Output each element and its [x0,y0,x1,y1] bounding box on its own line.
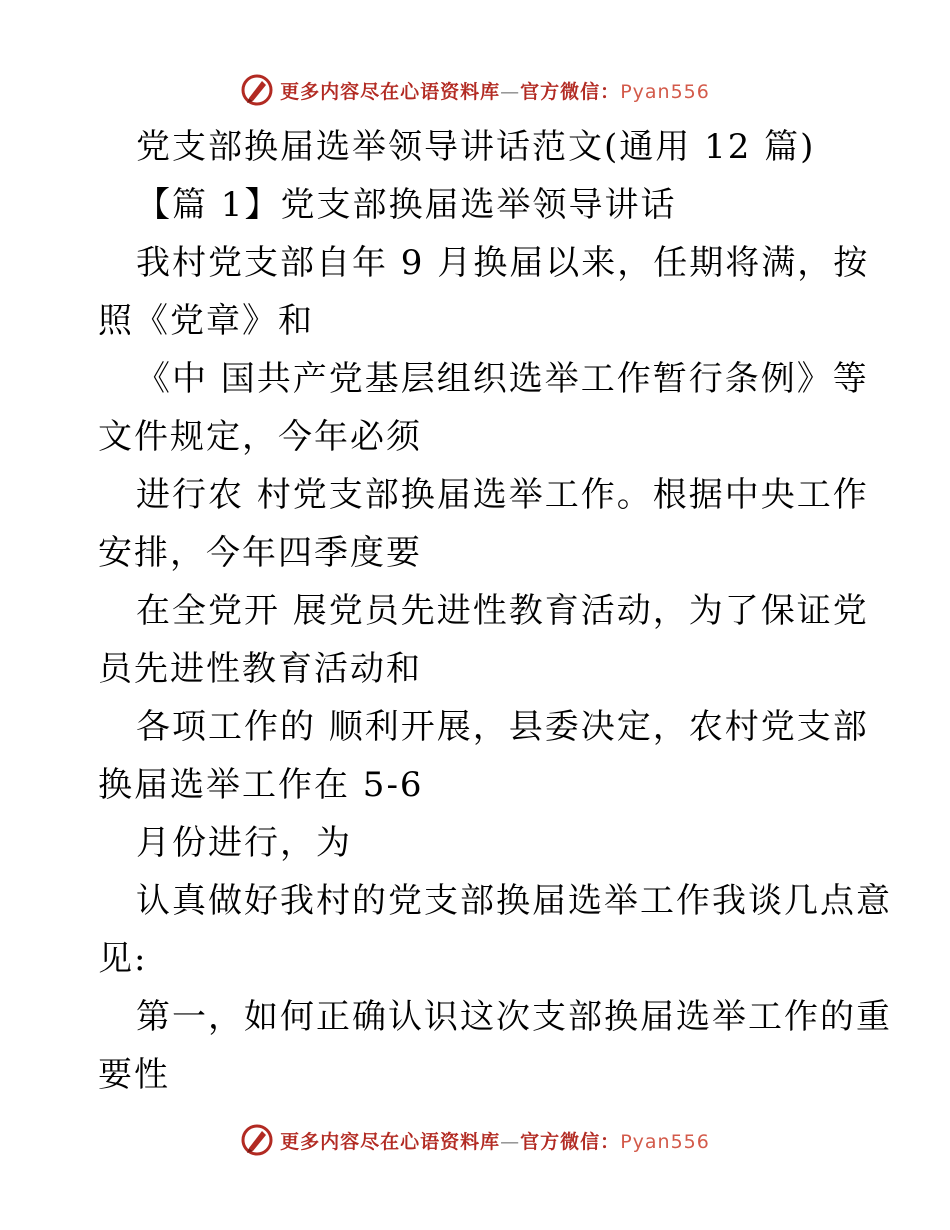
document-body [98,118,892,1104]
paragraph-line: 第一，如何正确认识这次支部换届选举工作的重 [136,997,892,1037]
paragraph-line: 见: [98,939,148,979]
paragraph-line: 安排，今年四季度要 [98,533,422,573]
paragraph-line: 进行农 村党支部换届选举工作。根据中央工作 [136,475,869,515]
section-heading: 【篇 1】党支部换届选举领导讲话 [136,185,677,225]
paragraph-line: 员先进性教育活动和 [98,649,422,689]
paragraph-line: 文件规定，今年必须 [98,417,422,457]
paragraph-line: 月份进行，为 [136,823,352,863]
paragraph-line: 在全党开 展党员先进性教育活动，为了保证党 [136,591,869,631]
pen-logo-icon [240,73,274,107]
paragraph-line: 我村党支部自年 9 月换届以来，任期将满，按 [136,243,870,283]
paragraph-line: 各项工作的 顺利开展，县委决定，农村党支部 [136,707,869,747]
document-title: 党支部换届选举领导讲话范文(通用 12 篇) [136,127,816,167]
watermark-top [0,68,950,112]
paragraph-line: 照《党章》和 [98,301,314,341]
watermark-bottom [0,1118,950,1162]
paragraph-line: 换届选举工作在 5-6 [98,765,424,805]
paragraph-line: 要性 [98,1055,170,1095]
watermark-text: 更多内容尽在心语资料库—官方微信：Pyan556 [280,80,710,103]
paragraph-line: 认真做好我村的党支部换届选举工作我谈几点意 [136,881,892,921]
paragraph-line: 《中 国共产党基层组织选举工作暂行条例》等 [136,359,869,399]
watermark-text: 更多内容尽在心语资料库—官方微信：Pyan556 [280,1130,710,1153]
pen-logo-icon [240,1123,274,1157]
